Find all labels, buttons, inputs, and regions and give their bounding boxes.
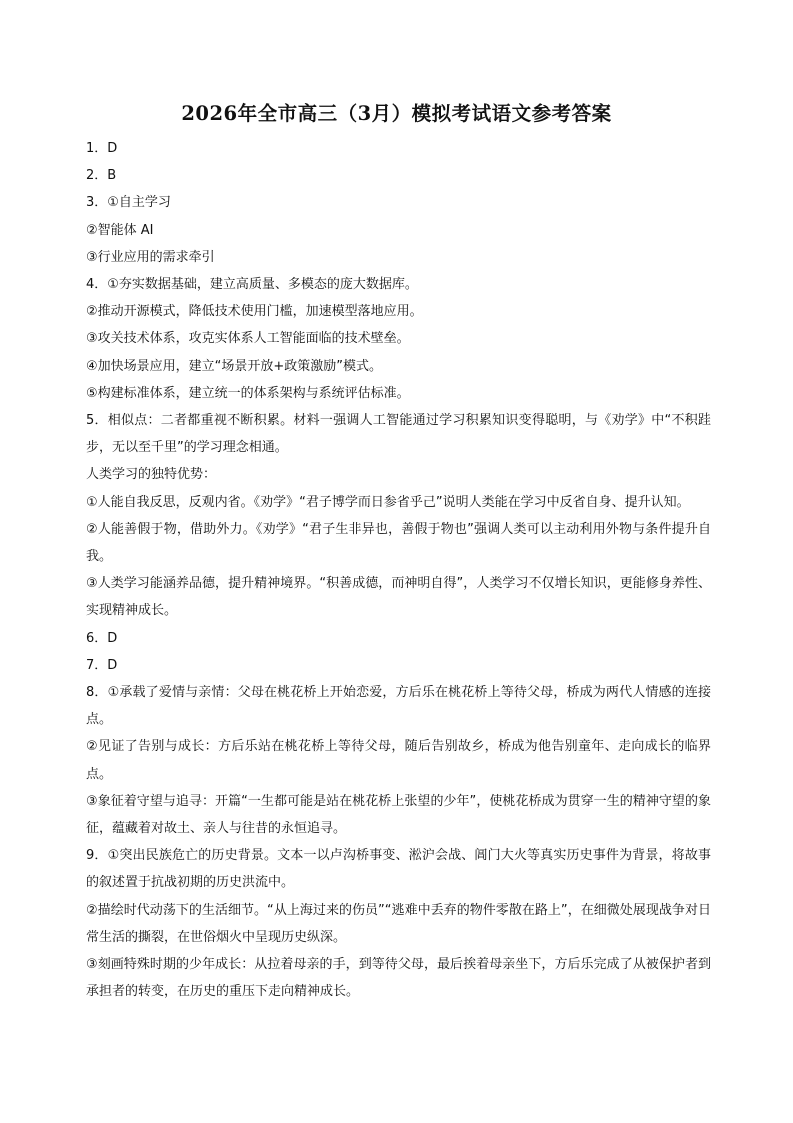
answer-8-item-2: ②见证了告别与成长：方后乐站在桃花桥上等待父母，随后告别故乡，桥成为他告别童年、走向成长的临界点。 — [86, 739, 711, 782]
answer-8-item-1: 8．①承载了爱情与亲情：父母在桃花桥上开始恋爱，方后乐在桃花桥上等待父母，桥成为两代人情感的连接点。 — [86, 685, 711, 728]
answer-5-item-3: ③人类学习能涵养品德，提升精神境界。“积善成德，而神明自得”，人类学习不仅增长知识，更能修身养性、实现精神成长。 — [86, 576, 711, 619]
answer-5-item-1: ①人能自我反思，反观内省。《劝学》“君子博学而日参省乎己”说明人类能在学习中反省自身、提升认知。 — [86, 494, 690, 510]
answer-3-item-3: ③行业应用的需求牵引 — [86, 249, 215, 265]
answer-4-item-2: ②推动开源模式，降低技术使用门槛，加速模型落地应用。 — [86, 304, 423, 320]
answer-3-item-1: 3．①自主学习 — [86, 195, 171, 211]
document-title: 2026年全市高三（3月）模拟考试语文参考答案 — [181, 102, 612, 125]
answer-4-item-3: ③攻关技术体系，攻克实体系人工智能面临的技术壁垒。 — [86, 331, 410, 347]
answer-1: 1．D — [86, 141, 118, 156]
answer-2: 2．B — [86, 168, 117, 184]
answer-4-item-4: ④加快场景应用，建立“场景开放+政策激励”模式。 — [86, 358, 383, 374]
answer-7: 7．D — [86, 657, 118, 673]
answer-9-item-2: ②描绘时代动荡下的生活细节。“从上海过来的伤员”“逃难中丢弃的物件零散在路上”，在细微处展现战争对日常生活的撕裂，在世俗烟火中呈现历史纵深。 — [86, 902, 711, 945]
answer-5-advantage-heading: 人类学习的独特优势： — [86, 467, 217, 483]
answer-9-item-3: ③刻画特殊时期的少年成长：从拉着母亲的手，到等待父母，最后挨着母亲坐下，方后乐完成了从被保护者到承担者的转变，在历史的重压下走向精神成长。 — [86, 957, 711, 1000]
answer-3-item-2: ②智能体 AI — [86, 222, 154, 238]
answer-4-item-5: ⑤构建标准体系，建立统一的体系架构与系统评估标准。 — [86, 385, 410, 401]
answer-9-item-1: 9．①突出民族危亡的历史背景。文本一以卢沟桥事变、淞沪会战、阊门大火等真实历史事件为背景，将故事的叙述置于抗战初期的历史洪流中。 — [86, 848, 711, 891]
answer-list — [86, 135, 711, 1006]
answer-5-item-2: ②人能善假于物，借助外力。《劝学》“君子生非异也，善假于物也”强调人类可以主动利用外物与条件提升自我。 — [86, 521, 711, 565]
answer-4-item-1: 4．①夯实数据基础，建立高质量、多模态的庞大数据库。 — [86, 277, 418, 293]
answer-5-similarity: 5．相似点：二者都重视不断积累。材料一强调人工智能通过学习积累知识变得聪明，与《劝学》中“不积跬步，无以至千里”的学习理念相通。 — [86, 413, 711, 456]
answer-6: 6．D — [86, 630, 118, 646]
answer-8-item-3: ③象征着守望与追寻：开篇“一生都可能是站在桃花桥上张望的少年”，使桃花桥成为贯穿一生的精神守望的象征，蕴藏着对故土、亲人与往昔的永恒追寻。 — [86, 793, 711, 837]
